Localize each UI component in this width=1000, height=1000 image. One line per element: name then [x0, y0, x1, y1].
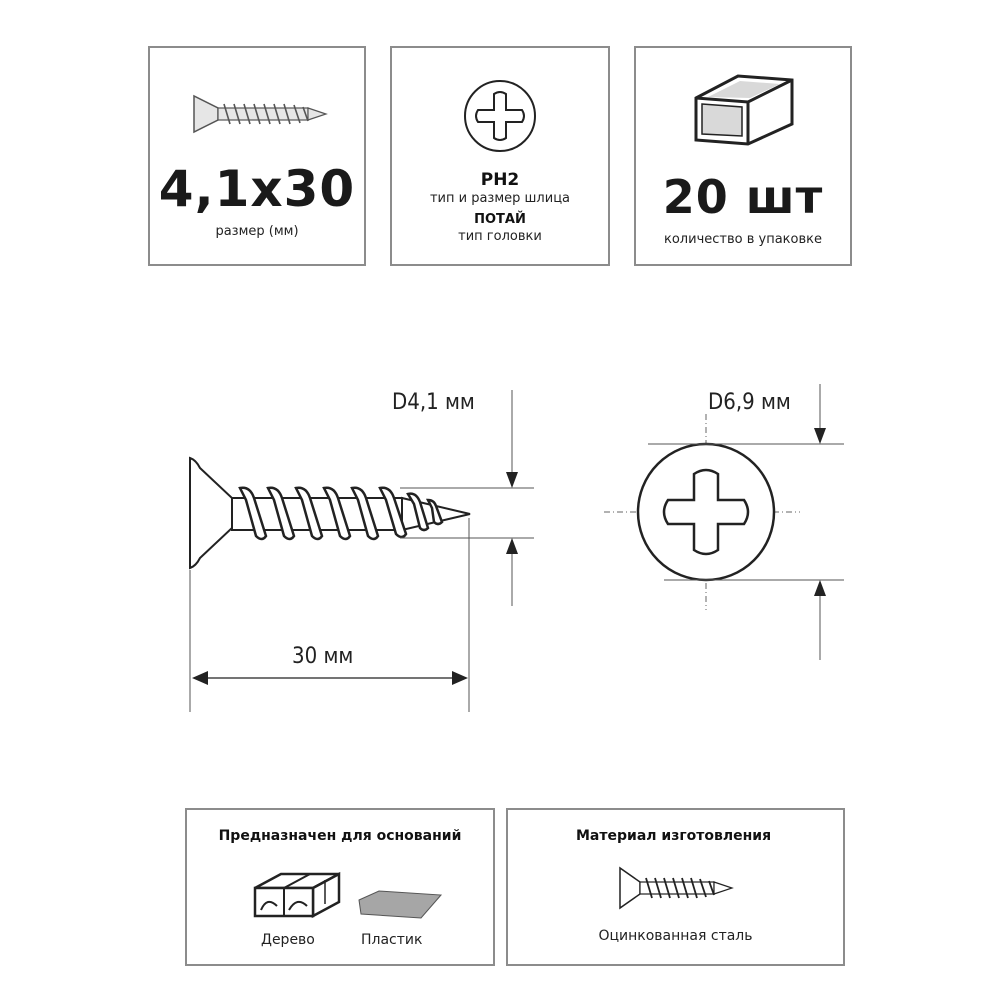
- size-value: 4,1x30: [158, 160, 356, 218]
- size-caption: размер (мм): [215, 224, 299, 239]
- size-card: [148, 46, 366, 266]
- base-item-wood-label: Дерево: [261, 932, 315, 948]
- head-type-caption: тип головки: [458, 229, 542, 244]
- slot-caption: тип и размер шлица: [429, 191, 571, 206]
- quantity-card: [634, 46, 852, 266]
- phillips-head-icon: [462, 78, 538, 154]
- box-icon: [688, 64, 798, 146]
- shank-diameter-label: D4,1 мм: [392, 390, 475, 415]
- bases-card: [185, 808, 495, 966]
- head-type-value: ПОТАЙ: [474, 212, 526, 227]
- head-diameter-label: D6,9 мм: [708, 390, 791, 415]
- slot-card: [390, 46, 610, 266]
- material-title: Материал изготовления: [576, 828, 772, 844]
- screw-head-diagram: [600, 380, 860, 660]
- screw-icon: [190, 94, 330, 134]
- material-card: [506, 808, 845, 966]
- wood-icon: [251, 866, 343, 922]
- quantity-value: 20 шт: [662, 170, 824, 224]
- material-label: Оцинкованная сталь: [598, 928, 753, 944]
- quantity-caption: количество в упаковке: [664, 232, 822, 247]
- base-item-plastic-label: Пластик: [361, 932, 423, 948]
- bases-title: Предназначен для оснований: [218, 828, 462, 844]
- slot-value: PH2: [480, 170, 520, 190]
- screw-icon: [616, 866, 736, 910]
- plastic-icon: [357, 890, 443, 920]
- length-label: 30 мм: [292, 644, 354, 669]
